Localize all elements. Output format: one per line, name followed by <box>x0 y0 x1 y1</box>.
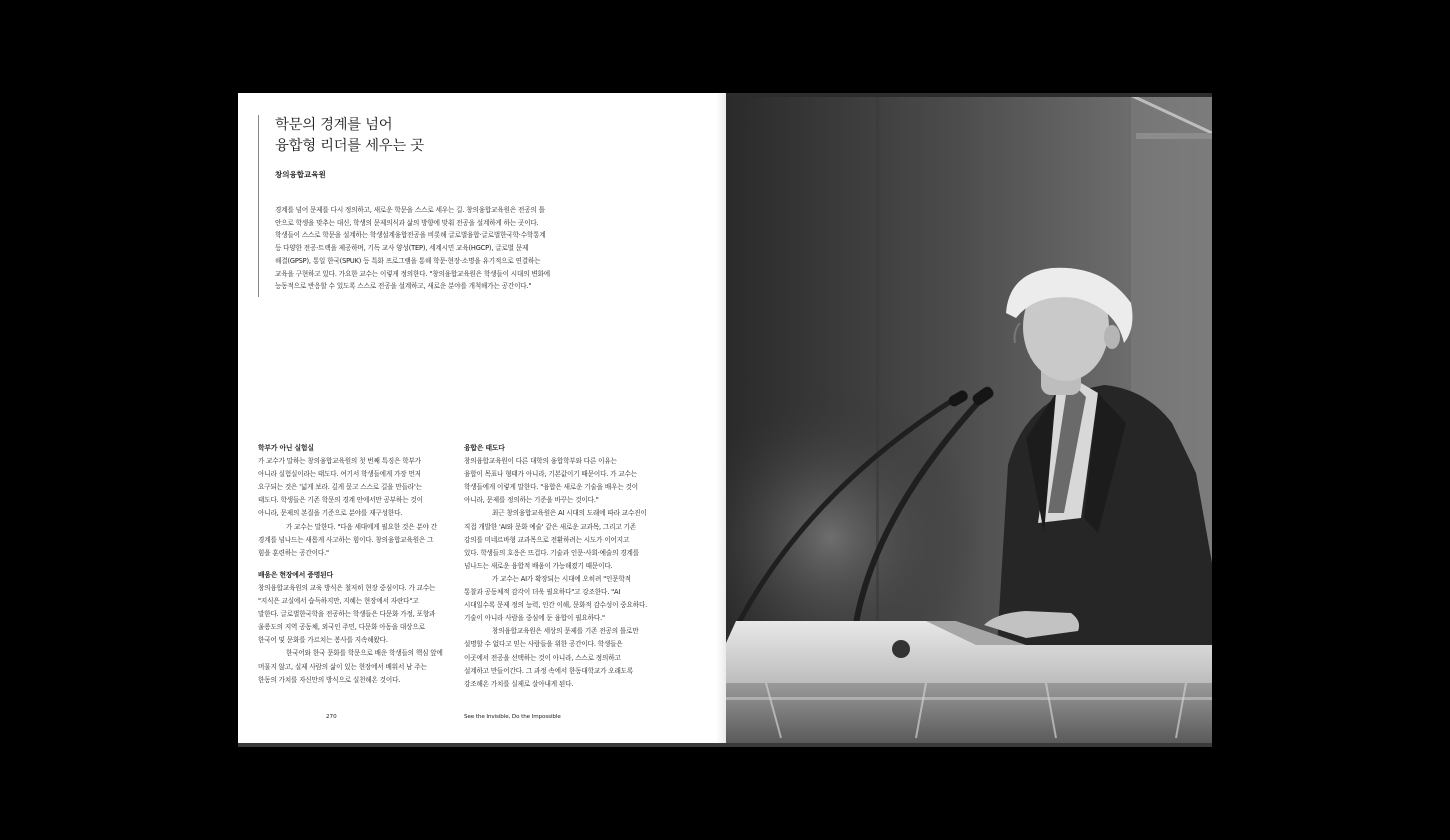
text-line: 요구되는 것은 '넓게 보라. 깊게 묻고 스스로 길을 만들라'는 <box>258 483 422 492</box>
text-line: 등 다양한 전공·트랙을 제공하며, 기독 교사 양성(TEP), 세계시민 교육(HGCP), 글로벌 문제 <box>275 244 529 253</box>
magazine-spread <box>238 93 1212 747</box>
text-line: 시대일수록 문제 정의 능력, 인간 이해, 문화적 감수성이 중요하다. <box>464 601 648 610</box>
section-heading: 융합은 태도다 <box>464 444 505 452</box>
text-line: 통찰과 공동체적 감각이 더욱 필요하다"고 강조한다. "AI <box>464 588 621 597</box>
text-line: 안으로 학생을 맞추는 대신, 학생의 문제의식과 삶의 방향에 맞춰 전공을 설계하게 하는 곳이다. <box>275 218 539 227</box>
text-line: 힘을 훈련하는 공간이다." <box>258 548 329 557</box>
text-line: 울릉도의 지역 공동체, 외국인 주민, 다문화 아동을 대상으로 <box>258 623 425 632</box>
text-line: 있다. 학생들의 호응은 뜨겁다. 기술과 인문·사회·예술의 경계를 <box>464 548 639 557</box>
text-line: 강의를 미네르바형 교과목으로 전환하려는 시도가 이어지고 <box>464 535 630 544</box>
section-heading: 배움은 현장에서 증명된다 <box>258 570 334 579</box>
page-edge <box>726 93 1212 97</box>
text-line: 머물지 않고, 실제 사람의 삶이 있는 현장에서 배워서 남 주는 <box>258 662 427 671</box>
text-line: 창의융합교육원의 교육 방식은 철저히 현장 중심이다. 가 교수는 <box>258 583 436 592</box>
title-line: 학문의 경계를 넘어 <box>275 117 393 133</box>
text-line: 한국어와 한국 문화를 학문으로 배운 학생들의 핵심 앞에 <box>286 649 443 658</box>
section-spacer <box>258 560 458 569</box>
section-heading: 학부가 아닌 실험실 <box>258 444 314 452</box>
text-line: "지식은 교실에서 습득하지만, 지혜는 현장에서 자란다"고 <box>258 597 419 606</box>
org-name: 창의융합교육원 <box>275 170 326 179</box>
text-line: 강조해온 가치를 실제로 살아내게 된다. <box>464 679 574 688</box>
text-line: 아니라, 문제를 정의하는 기준을 바꾸는 것이다." <box>464 496 599 505</box>
text-line: 해결(GPSP), 통일 한국(SPUK) 등 특화 프로그램을 통해 학문·현장·소명을 유기적으로 연결하는 <box>275 256 541 265</box>
text-line: 융합이 목표나 형태가 아니라, 기본값이기 때문이다. 가 교수는 <box>464 470 638 479</box>
text-line: 직접 개발한 'AI와 문화 예술' 같은 새로운 교과목, 그리고 기존 <box>464 522 636 531</box>
text-line: 경계를 넘어 문제를 다시 정의하고, 새로운 학문을 스스로 세우는 길. 창의융합교육원은 전공의 틀 <box>275 206 545 214</box>
text-line: 교육을 구현하고 있다. 가요한 교수는 이렇게 정의한다. "창의융합교육원은 학생들이 시대의 변화에 <box>275 269 551 278</box>
page-number: 270 <box>326 714 337 720</box>
page-gutter <box>716 93 726 743</box>
speaker-photo <box>726 93 1212 743</box>
text-line: 경계를 넘나드는 새롭게 사고하는 힘이다. 창의융합교육원은 그 <box>258 535 434 544</box>
page-title <box>275 115 595 157</box>
text-line: 가 교수가 말하는 창의융합교육원의 첫 번째 특징은 학부가 <box>258 457 421 466</box>
text-line: 아니라 실험실이라는 태도다. 여기서 학생들에게 가장 먼저 <box>258 470 421 479</box>
intro-paragraph <box>275 204 595 293</box>
intro-section <box>258 115 595 297</box>
text-line: 설계하고 만들어간다. 그 과정 속에서 한동대학교가 오래도록 <box>464 666 634 675</box>
text-line: 한동의 가치를 자신만의 방식으로 실천해온 것이다. <box>258 675 401 684</box>
text-line: 학생들에게 이렇게 말한다. "융합은 새로운 기술을 배우는 것이 <box>464 483 638 492</box>
text-line: 태도다. 학생들은 기존 학문의 경계 안에서만 공부하는 것이 <box>258 496 423 505</box>
article-column-left <box>258 442 458 687</box>
text-line: 가 교수는 말한다. "다음 세대에게 필요한 것은 분야 간 <box>286 522 438 531</box>
page-edge <box>238 743 1212 747</box>
text-line: 기술이 아니라 사람을 중심에 둔 융합이 필요하다." <box>464 614 605 623</box>
text-line: 한국어 및 문화를 가르치는 봉사를 지속해왔다. <box>258 636 388 645</box>
text-line: 창의융합교육원은 세상의 문제를 기존 전공의 틀로만 <box>492 627 639 636</box>
text-line: 가 교수는 AI가 확장되는 시대에 오히려 "인문학적 <box>492 574 631 583</box>
left-page <box>238 93 726 743</box>
text-line: 말한다. 글로벌한국학을 전공하는 학생들은 다문화 가정, 포항과 <box>258 610 436 619</box>
text-line: 학생들이 스스로 학문을 설계하는 학생설계융합전공을 비롯해 글로벌융합·글로벌한국학·수학통계 <box>275 231 546 240</box>
running-footer: See the Invisible, Do the Impossible <box>464 714 561 720</box>
text-line: 아니라, 문제의 본질을 기준으로 분야를 재구성한다. <box>258 509 403 518</box>
text-line: 이곳에서 전공을 선택하는 것이 아니라, 스스로 정의하고 <box>464 653 621 662</box>
text-line: 설명할 수 없다고 믿는 사람들을 위한 공간이다. 학생들은 <box>464 640 623 649</box>
text-line: 최근 창의융합교육원은 AI 시대의 도래에 따라 교수진이 <box>492 509 647 518</box>
article-column-right <box>464 442 664 691</box>
title-line: 융합형 리더를 세우는 곳 <box>275 138 424 154</box>
text-line: 능동적으로 반응할 수 있도록 스스로 전공을 설계하고, 새로운 분야를 개척해가는 공간이다." <box>275 282 532 291</box>
podium-glass <box>726 683 1212 743</box>
photo-page <box>726 93 1212 743</box>
text-line: 창의융합교육원이 다른 대학의 융합학부와 다른 이유는 <box>464 457 617 466</box>
text-line: 넘나드는 새로운 융합적 배움이 가능해졌기 때문이다. <box>464 561 613 570</box>
